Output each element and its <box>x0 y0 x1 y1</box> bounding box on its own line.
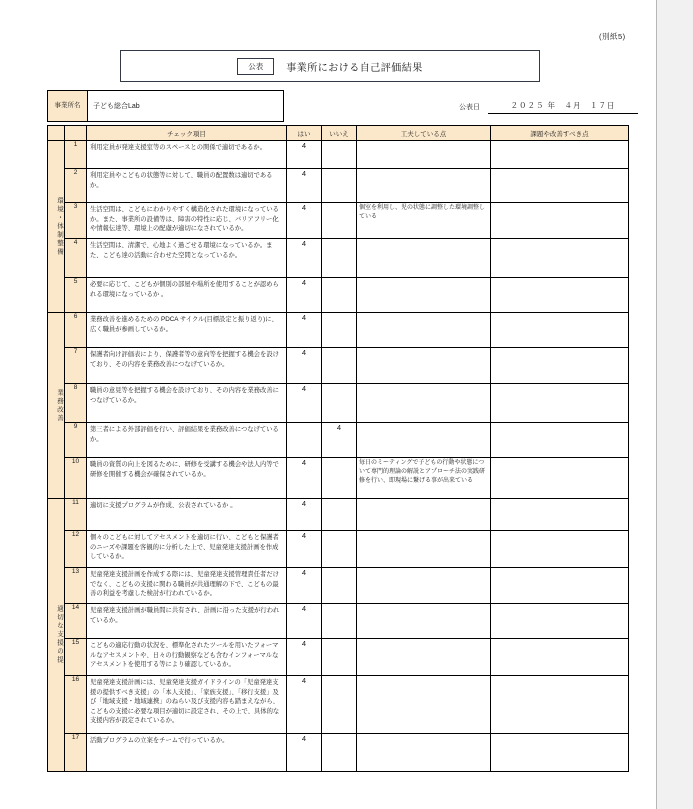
page-title: 事業所における自己評価結果 <box>286 62 423 74</box>
publish-date-value: ２０２５ 年 ４月 １７日 <box>488 98 638 114</box>
yes-answer-cell: 4 <box>287 568 322 604</box>
check-item-text: 活動プログラムの立案をチームで行っているか。 <box>87 734 287 772</box>
yes-answer-cell <box>287 423 322 458</box>
issue-note-cell <box>491 384 629 423</box>
table-row <box>48 348 629 384</box>
issue-note-cell <box>491 734 629 772</box>
yes-answer-cell: 4 <box>287 203 322 239</box>
yes-answer-cell: 4 <box>287 239 322 278</box>
no-answer-cell <box>322 604 357 639</box>
no-answer-cell <box>322 278 357 313</box>
yes-answer-cell: 4 <box>287 531 322 568</box>
no-answer-cell: 4 <box>322 423 357 458</box>
publish-badge: 公表 <box>237 58 274 75</box>
devise-note-cell <box>357 384 491 423</box>
header-number-col <box>65 126 87 141</box>
table-row <box>48 676 629 734</box>
issue-note-cell <box>491 169 629 203</box>
table-row <box>48 639 629 676</box>
no-answer-cell <box>322 499 357 531</box>
row-number: 2 <box>65 169 87 203</box>
table-row <box>48 604 629 639</box>
devise-note-cell <box>357 568 491 604</box>
no-answer-cell <box>322 239 357 278</box>
row-number: 9 <box>65 423 87 458</box>
header-check-item: チェック項目 <box>87 126 287 141</box>
no-answer-cell <box>322 203 357 239</box>
header-yes: はい <box>287 126 322 141</box>
office-name-label: 事業所名 <box>48 91 88 121</box>
yes-answer-cell: 4 <box>287 734 322 772</box>
devise-note-cell <box>357 141 491 169</box>
check-item-text: 適切に支援プログラムが作成、公表されているか 。 <box>87 499 287 531</box>
check-item-text: 利用定員やこどもの状態等に対して、職員の配置数は適切であるか。 <box>87 169 287 203</box>
check-item-text: 業務改善を進めるための PDCA サイクル(目標設定と振り返り)に、広く職員が参画しているか。 <box>87 313 287 348</box>
no-answer-cell <box>322 639 357 676</box>
row-number: 10 <box>65 458 87 499</box>
header-issue: 課題や改善すべき点 <box>491 126 629 141</box>
check-item-text: 職員の資質の向上を図るために、研修を受講する機会や法人内等で研修を開催する機会が確保されているか。 <box>87 458 287 499</box>
yes-answer-cell: 4 <box>287 499 322 531</box>
row-number: 11 <box>65 499 87 531</box>
row-number: 15 <box>65 639 87 676</box>
table-row <box>48 734 629 772</box>
check-item-text: 個々のこどもに対してアセスメントを適切に行い、こどもと保護者のニーズや課題を客観的に分析した上で、児童発達支援計画を作成しているか。 <box>87 531 287 568</box>
check-item-text: 児童発達支援計画が職員間に共有され、計画に沿った支援が行われているか。 <box>87 604 287 639</box>
table-row <box>48 384 629 423</box>
yes-answer-cell: 4 <box>287 458 322 499</box>
office-name-box <box>47 90 284 122</box>
check-item-text: 職員の意見等を把握する機会を設けており、その内容を業務改善につなげているか。 <box>87 384 287 423</box>
section-label-2: 業務改善 <box>48 313 65 499</box>
no-answer-cell <box>322 531 357 568</box>
no-answer-cell <box>322 568 357 604</box>
publish-date-label: 公表日 <box>459 104 480 111</box>
devise-note-cell <box>357 423 491 458</box>
devise-note-cell <box>357 604 491 639</box>
row-number: 17 <box>65 734 87 772</box>
no-answer-cell <box>322 169 357 203</box>
check-item-text: 生活空間は、清潔で、心地よく過ごせる環境になっているか。また、こども達の活動に合わせた空間となっているか。 <box>87 239 287 278</box>
devise-note-cell: 個室を利用し、児の状態に調整した環境調整している <box>357 203 491 239</box>
issue-note-cell <box>491 676 629 734</box>
check-item-text: 児童発達支援計画には、児童発達支援ガイドラインの「児童発達支援の提供すべき支援」の「本人支援」、「家族支援」、「移行支援」及び「地域支援・地域連携」のねらい及び支援内容も踏まえながら、こどもの支援に必要な項目が適切に設定され、その上で、具体的な支援内容が設定されているか。 <box>87 676 287 734</box>
devise-note-cell <box>357 348 491 384</box>
yes-answer-cell: 4 <box>287 676 322 734</box>
check-item-text: 児童発達支援計画を作成する際には、児童発達支援管理責任者だけでなく、こどもの支援に関わる職員が共通理解の下で、こどもの最善の利益を考慮した検討が行われているか。 <box>87 568 287 604</box>
row-number: 8 <box>65 384 87 423</box>
check-item-text: 利用定員が発達支援室等のスペースとの関係で適切であるか。 <box>87 141 287 169</box>
issue-note-cell <box>491 313 629 348</box>
title-box <box>120 50 540 82</box>
no-answer-cell <box>322 348 357 384</box>
yes-answer-cell: 4 <box>287 313 322 348</box>
table-header-row <box>48 126 629 141</box>
no-answer-cell <box>322 458 357 499</box>
row-number: 14 <box>65 604 87 639</box>
table-row <box>48 203 629 239</box>
devise-note-cell <box>357 499 491 531</box>
issue-note-cell <box>491 458 629 499</box>
no-answer-cell <box>322 384 357 423</box>
no-answer-cell <box>322 734 357 772</box>
table-row <box>48 239 629 278</box>
check-item-text: こどもの適応行動の状況を、標準化されたツールを用いたフォーマルなアセスメントや、日々の行動観察なども含むインフォーマルなアセスメントを使用する等により確認しているか。 <box>87 639 287 676</box>
devise-note-cell <box>357 639 491 676</box>
issue-note-cell <box>491 423 629 458</box>
row-number: 7 <box>65 348 87 384</box>
devise-note-cell <box>357 169 491 203</box>
no-answer-cell <box>322 313 357 348</box>
issue-note-cell <box>491 604 629 639</box>
devise-note-cell <box>357 734 491 772</box>
yes-answer-cell: 4 <box>287 278 322 313</box>
viewer-right-gutter <box>656 0 693 809</box>
check-item-text: 第三者による外部評価を行い、評価結果を業務改善につなげているか。 <box>87 423 287 458</box>
header-no: いいえ <box>322 126 357 141</box>
header-devise: 工夫している点 <box>357 126 491 141</box>
row-number: 12 <box>65 531 87 568</box>
issue-note-cell <box>491 568 629 604</box>
issue-note-cell <box>491 531 629 568</box>
row-number: 5 <box>65 278 87 313</box>
row-number: 6 <box>65 313 87 348</box>
devise-note-cell: 毎日のミーティングで子どもの行動や状態について専門的理論の解説とアプローチ法の実践研修を行い、即現場に繋げる事が出来ている <box>357 458 491 499</box>
table-row <box>48 568 629 604</box>
devise-note-cell <box>357 531 491 568</box>
table-row <box>48 423 629 458</box>
devise-note-cell <box>357 676 491 734</box>
yes-answer-cell: 4 <box>287 141 322 169</box>
devise-note-cell <box>357 313 491 348</box>
issue-note-cell <box>491 141 629 169</box>
issue-note-cell <box>491 278 629 313</box>
table-row <box>48 313 629 348</box>
table-row <box>48 169 629 203</box>
check-item-text: 生活空間は、こどもにわかりやすく構造化された環境になっているか。また、事業所の設備等は、障害の特性に応じ、バリアフリー化や情報伝達等、環境上の配慮が適切になされているか。 <box>87 203 287 239</box>
devise-note-cell <box>357 278 491 313</box>
yes-answer-cell: 4 <box>287 384 322 423</box>
row-number: 4 <box>65 239 87 278</box>
office-name-value: 子ども総合Lab <box>93 103 140 110</box>
table-row <box>48 278 629 313</box>
issue-note-cell <box>491 203 629 239</box>
row-number: 13 <box>65 568 87 604</box>
table-row <box>48 141 629 169</box>
row-number: 16 <box>65 676 87 734</box>
table-row <box>48 458 629 499</box>
evaluation-table <box>47 125 629 772</box>
yes-answer-cell: 4 <box>287 169 322 203</box>
check-item-text: 保護者向け評価表により、保護者等の意向等を把握する機会を設けており、その内容を業務改善につなげているか。 <box>87 348 287 384</box>
devise-note-cell <box>357 239 491 278</box>
row-number: 1 <box>65 141 87 169</box>
table-row <box>48 499 629 531</box>
yes-answer-cell: 4 <box>287 604 322 639</box>
row-number: 3 <box>65 203 87 239</box>
section-label-1: 環境・体制整備 <box>48 141 65 313</box>
issue-note-cell <box>491 499 629 531</box>
section-label-3: 適切な支援の提 <box>48 499 65 772</box>
yes-answer-cell: 4 <box>287 639 322 676</box>
attachment-number-note: (別紙5) <box>599 32 626 41</box>
no-answer-cell <box>322 676 357 734</box>
yes-answer-cell: 4 <box>287 348 322 384</box>
header-section-col <box>48 126 65 141</box>
issue-note-cell <box>491 348 629 384</box>
issue-note-cell <box>491 239 629 278</box>
issue-note-cell <box>491 639 629 676</box>
table-row <box>48 531 629 568</box>
check-item-text: 必要に応じて、こどもが個別の部屋や場所を使用することが認められる環境になっているか 。 <box>87 278 287 313</box>
no-answer-cell <box>322 141 357 169</box>
